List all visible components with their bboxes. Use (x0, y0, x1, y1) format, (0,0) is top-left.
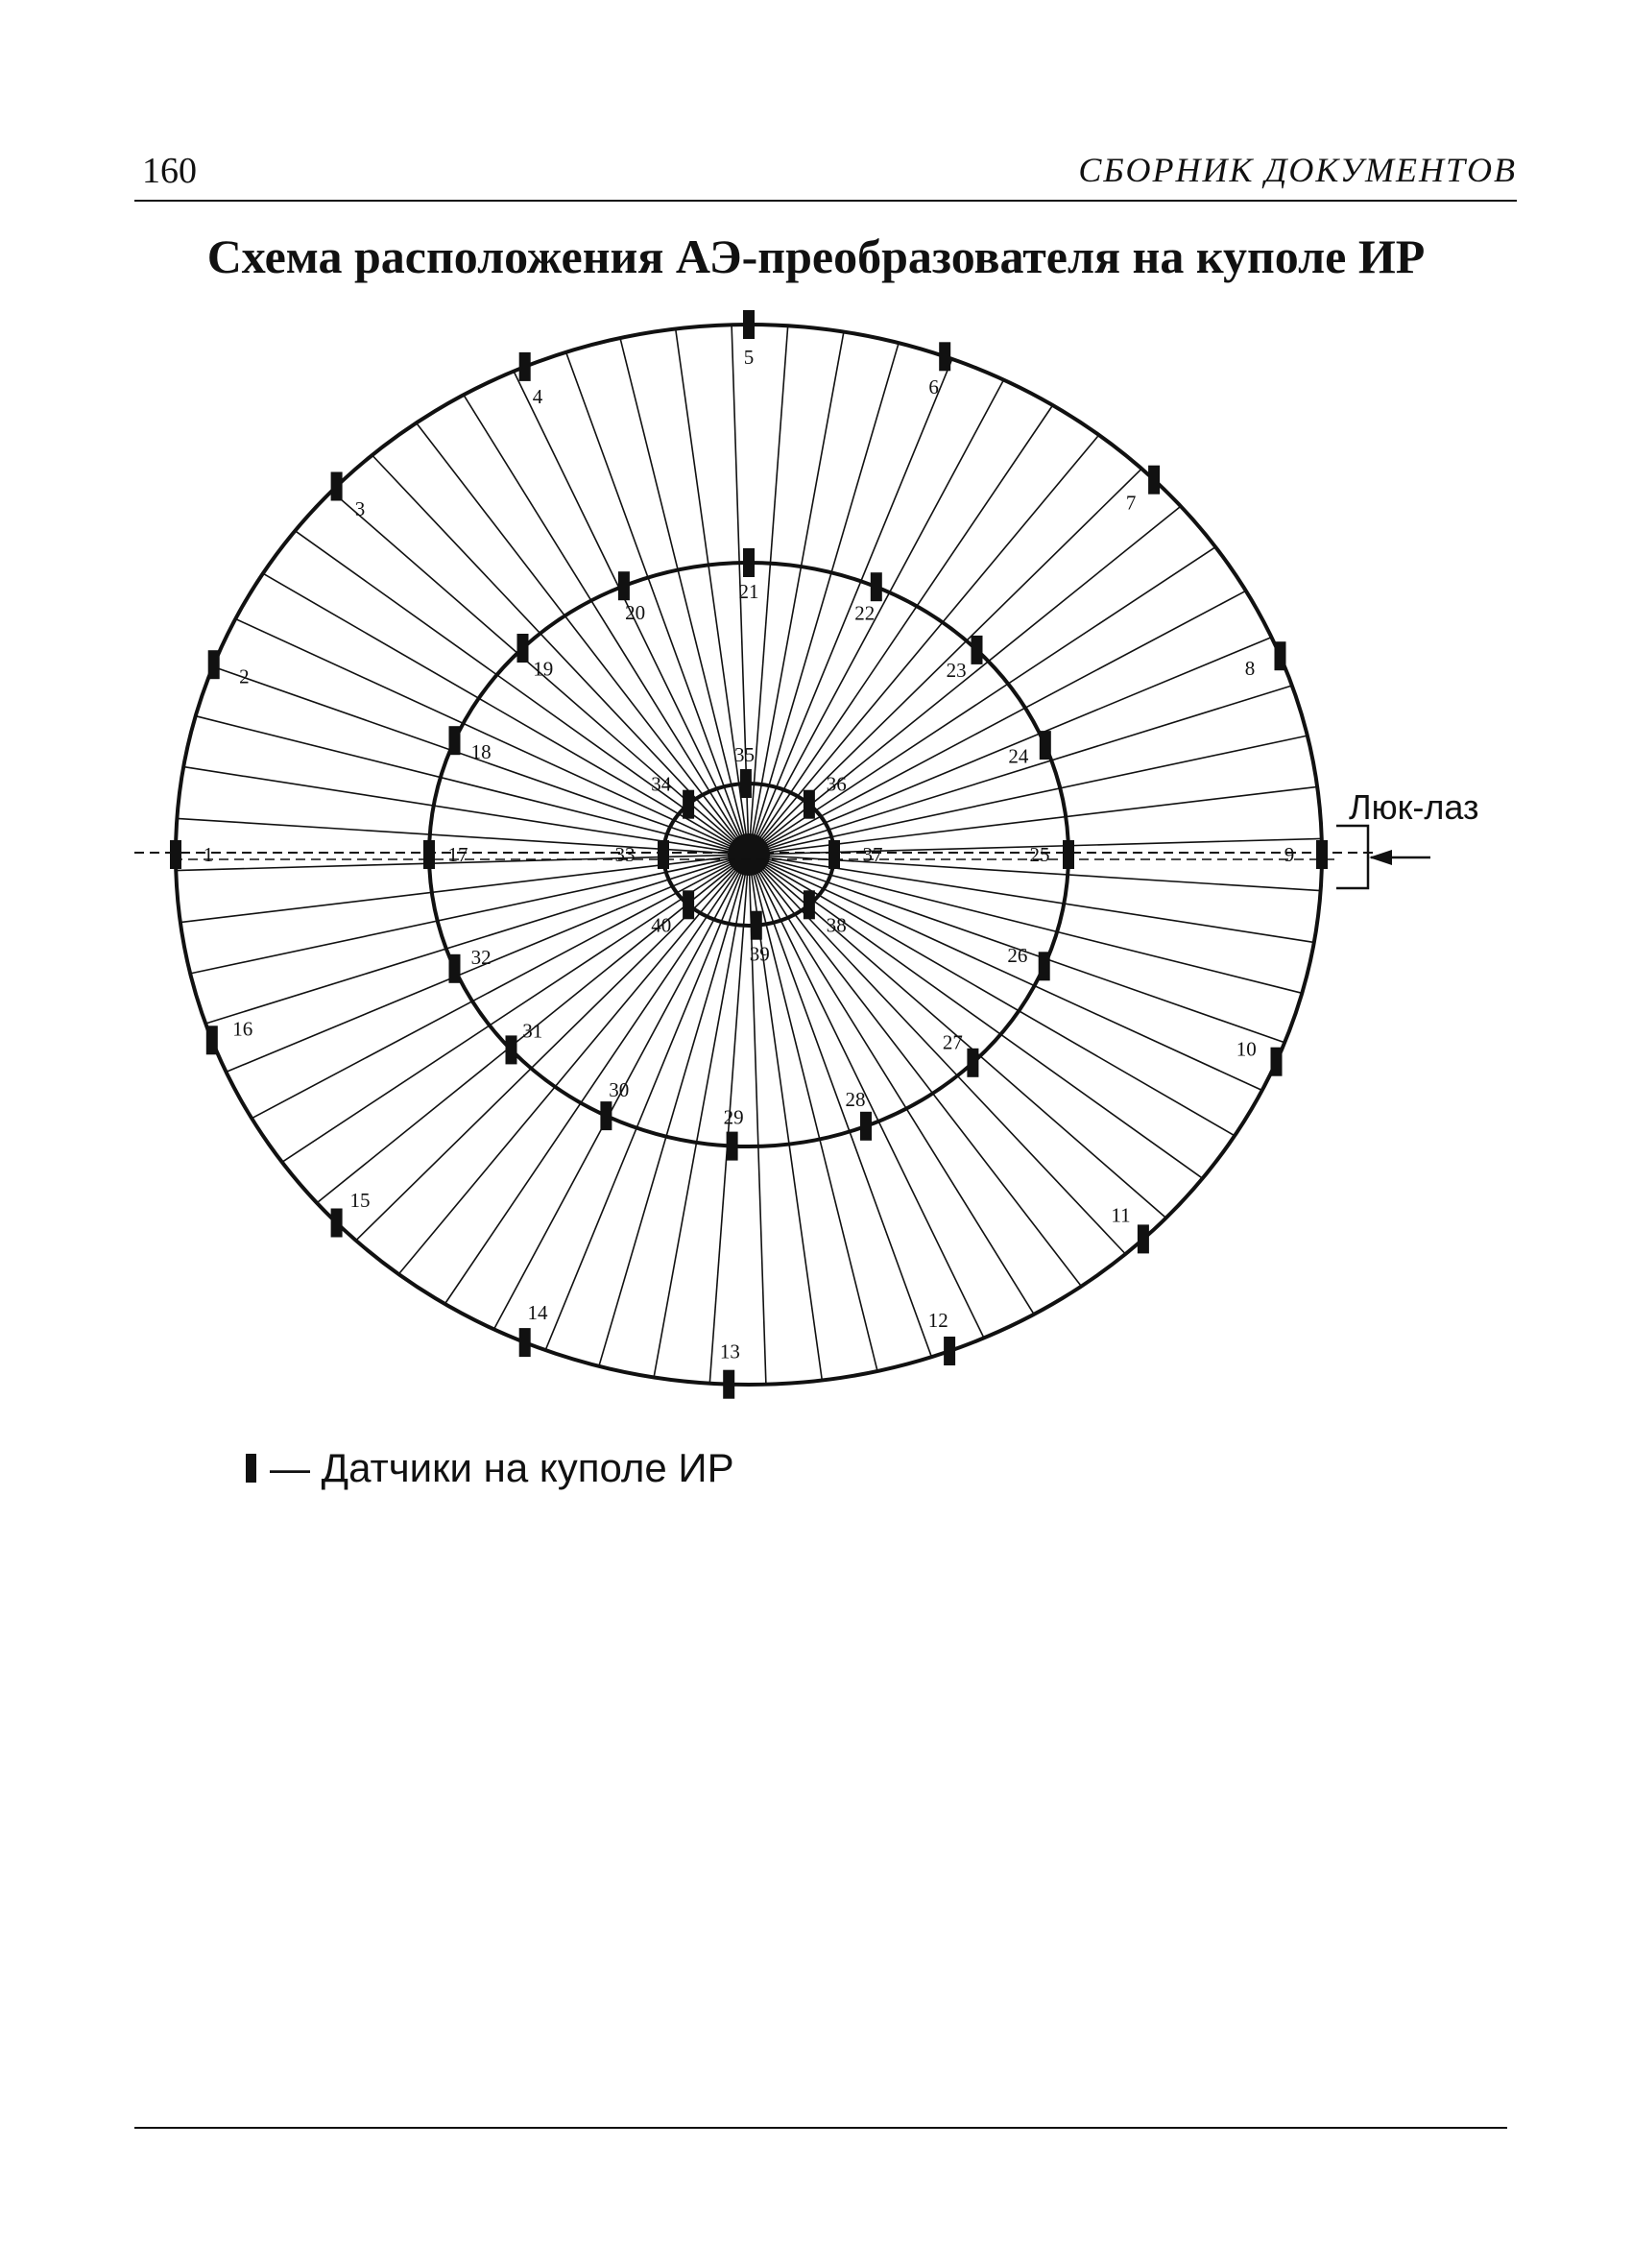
spoke-line (235, 619, 749, 856)
sensor-marker-24 (1040, 731, 1051, 760)
page-number: 160 (142, 151, 197, 191)
sensor-marker-26 (1039, 952, 1050, 980)
sensor-label-30: 30 (609, 1078, 630, 1102)
sensor-label-19: 19 (533, 657, 554, 681)
footer-rule (134, 2127, 1507, 2129)
spoke-line (749, 855, 1262, 1091)
sensor-label-27: 27 (942, 1030, 963, 1054)
spoke-line (749, 547, 1215, 855)
sensor-marker-11 (1138, 1224, 1149, 1253)
sensor-label-5: 5 (743, 346, 755, 369)
sensor-marker-5 (743, 310, 755, 339)
sensor-label-24: 24 (1008, 744, 1029, 768)
sensor-marker-14 (519, 1328, 531, 1357)
legend (246, 1445, 734, 1491)
sensor-label-11: 11 (1111, 1203, 1131, 1227)
hatch-bracket (1336, 826, 1368, 888)
sensor-label-18: 18 (470, 739, 492, 763)
sensor-marker-6 (939, 342, 950, 371)
sensor-marker-30 (600, 1101, 612, 1130)
sensor-label-40: 40 (651, 913, 672, 937)
sensor-marker-7 (1148, 466, 1160, 495)
sensor-marker-10 (1271, 1048, 1283, 1076)
sensor-label-28: 28 (845, 1087, 866, 1111)
sensor-marker-4 (519, 352, 531, 381)
spoke-line (749, 855, 1081, 1287)
spoke-line (282, 855, 749, 1162)
sensor-marker-25 (1063, 840, 1074, 869)
sensor-marker-31 (506, 1035, 517, 1064)
sensor-marker-1 (170, 840, 181, 869)
sensor-label-13: 13 (719, 1339, 740, 1363)
sensor-marker-27 (967, 1049, 978, 1077)
sensor-label-1: 1 (203, 843, 214, 866)
sensor-marker-39 (751, 911, 762, 940)
spoke-line (444, 855, 749, 1304)
sensor-marker-36 (804, 790, 815, 819)
sensor-label-17: 17 (447, 843, 468, 866)
sensor-label-15: 15 (349, 1188, 371, 1212)
sensor-marker-8 (1275, 641, 1286, 670)
sensor-label-6: 6 (928, 375, 939, 399)
sensor-marker-28 (860, 1112, 872, 1141)
sensor-marker-29 (727, 1132, 738, 1161)
sensor-label-3: 3 (354, 497, 366, 521)
sensor-marker-23 (972, 636, 983, 664)
sensor-label-12: 12 (927, 1309, 948, 1333)
sensor-label-21: 21 (738, 580, 759, 603)
sensor-label-20: 20 (625, 600, 646, 624)
sensor-label-38: 38 (826, 913, 847, 937)
sensor-label-23: 23 (946, 659, 967, 682)
sensor-label-26: 26 (1007, 943, 1028, 967)
sensor-label-2: 2 (239, 664, 250, 688)
sensor-label-34: 34 (651, 772, 672, 796)
sensor-label-4: 4 (532, 385, 543, 409)
sensor-marker-3 (331, 472, 343, 501)
diagram-title: Схема расположения АЭ-преобразователя на куполе ИР (206, 229, 1426, 283)
sensor-label-22: 22 (854, 601, 876, 625)
sensor-marker-12 (944, 1337, 955, 1365)
sensor-marker-18 (449, 726, 461, 755)
sensor-label-14: 14 (527, 1300, 548, 1324)
running-title: СБОРНИК ДОКУМЕНТОВ (1078, 151, 1517, 189)
sensor-marker-2 (208, 650, 220, 679)
sensor-marker-33 (658, 840, 669, 869)
sensor-marker-16 (206, 1025, 218, 1054)
sensor-marker-21 (743, 548, 755, 577)
sensor-label-7: 7 (1125, 491, 1137, 515)
sensor-marker-38 (804, 890, 815, 919)
spoke-line (749, 855, 1235, 1136)
spoke-line (749, 855, 984, 1338)
sensor-label-10: 10 (1236, 1037, 1257, 1061)
spoke-line (749, 405, 1053, 855)
sensor-marker-17 (423, 840, 435, 869)
sensor-label-37: 37 (862, 843, 883, 866)
sensor-label-31: 31 (522, 1019, 543, 1043)
sensor-label-16: 16 (232, 1017, 253, 1041)
spoke-line (263, 573, 749, 855)
sensor-label-32: 32 (470, 946, 492, 970)
sensor-marker-40 (683, 890, 694, 919)
sensor-marker-19 (517, 634, 529, 663)
spoke-line (749, 380, 1004, 855)
sensor-label-39: 39 (749, 942, 770, 966)
sensor-marker-32 (449, 954, 461, 983)
sensor-marker-22 (871, 572, 882, 601)
sensor-marker-13 (723, 1370, 734, 1399)
dome-center (728, 833, 770, 876)
sensor-label-35: 35 (734, 743, 755, 767)
sensor-label-33: 33 (614, 843, 636, 866)
sensor-marker-15 (331, 1209, 343, 1238)
sensor-label-25: 25 (1029, 843, 1050, 866)
sensor-label-29: 29 (723, 1105, 744, 1129)
sensor-label-8: 8 (1244, 657, 1256, 680)
legend-text: — Датчики на куполе ИР (270, 1445, 734, 1490)
sensor-marker-9 (1316, 840, 1328, 869)
spoke-line (417, 422, 749, 855)
sensor-marker-37 (828, 840, 840, 869)
sensor-legend-icon (246, 1454, 256, 1483)
sensor-label-9: 9 (1284, 843, 1295, 866)
sensor-marker-35 (740, 769, 752, 798)
sensor-marker-20 (618, 571, 630, 600)
sensor-marker-34 (683, 790, 694, 819)
hatch-label: Люк-лаз (1349, 787, 1479, 827)
sensor-label-36: 36 (826, 772, 847, 796)
